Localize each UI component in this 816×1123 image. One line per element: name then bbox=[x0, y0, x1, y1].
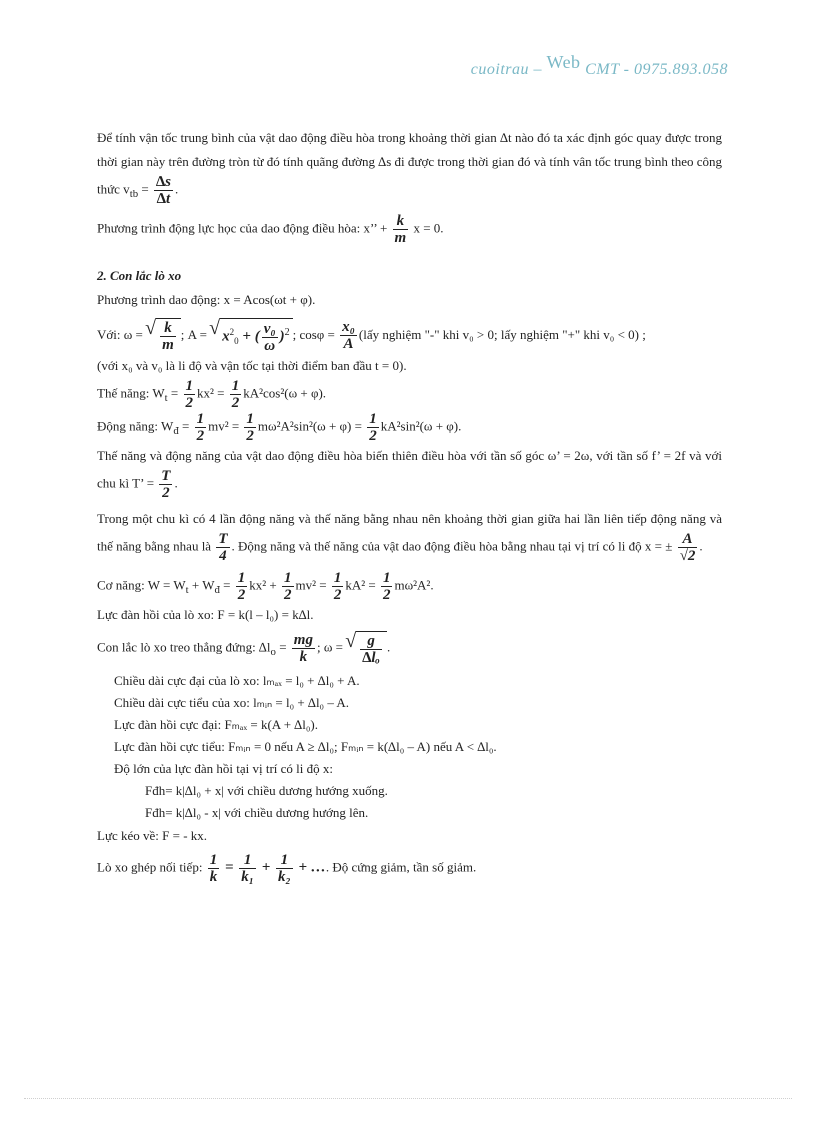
frac-num: 1 bbox=[185, 377, 193, 394]
intro-paragraph bbox=[97, 126, 722, 207]
watermark-right: CMT - 0975.893.058 bbox=[585, 61, 728, 78]
frac-den: ∆t bbox=[156, 191, 171, 207]
sqrt-k-m bbox=[156, 318, 181, 353]
max-length: Chiều dài cực đại của lò xo: lₘₐₓ = l₀ + ∆l₀ + A. bbox=[114, 672, 360, 688]
min-elastic-force: Lực đàn hồi cực tiểu: Fₘᵢₙ = 0 nếu A ≥ ∆l₀; Fₘᵢₙ = k(∆l₀ – A) nếu A < ∆l₀. bbox=[114, 738, 497, 754]
frac-den: m bbox=[394, 230, 407, 246]
frac-num: 1 bbox=[369, 410, 377, 427]
frac-num: mg bbox=[293, 631, 313, 648]
frac-mg-k bbox=[292, 632, 315, 665]
intro-text: Để tính vận tốc trung bình của vật dao động điều hòa trong khoảng thời gian ∆t nào đó ta xác định góc quay được trong thời gian này trên đường tròn từ đó tính quãng đường ∆s đi được trong thời gian đó và tính vân tốc trung bình theo công thức v bbox=[97, 130, 722, 197]
energy-variation bbox=[97, 444, 722, 501]
frac-den: 2 bbox=[185, 394, 193, 411]
frac-den: k₁ bbox=[241, 868, 254, 885]
watermark-left: cuoitrau bbox=[470, 61, 530, 78]
frac-1-k bbox=[208, 852, 220, 885]
series-label: Lò xo ghép nối tiếp: bbox=[97, 859, 206, 875]
eq-sign: = bbox=[167, 385, 182, 401]
frac-den: ∆lₒ bbox=[362, 649, 380, 666]
period: . bbox=[699, 538, 703, 554]
omega-amplitude-line bbox=[97, 318, 722, 354]
ke-label: Động năng: W bbox=[97, 418, 174, 434]
vert-label: Con lắc lò xo treo thẳng đứng: ∆l bbox=[97, 639, 271, 655]
period: . bbox=[174, 181, 179, 197]
mech-label: Cơ năng: W = W bbox=[97, 577, 186, 593]
frac-den: 2 bbox=[196, 427, 205, 444]
frac-a-sqrt2 bbox=[678, 531, 698, 564]
mech-part3: kA² = bbox=[345, 577, 379, 593]
frac-half bbox=[282, 570, 294, 603]
mech-part1: kx² + bbox=[249, 577, 280, 593]
frac-num: 1 bbox=[246, 410, 254, 427]
frac-half bbox=[184, 378, 196, 411]
frac-den: 2 bbox=[284, 586, 292, 603]
frac-num: ∆s bbox=[155, 174, 171, 190]
eq-sign: = bbox=[178, 418, 193, 434]
elastic-force-down: Fđh= k|∆l₀ + x| với chiều dương hướng xuống. bbox=[145, 782, 388, 798]
min-length: Chiều dài cực tiểu của xo: lₘᵢₙ = l₀ + ∆l₀ – A. bbox=[114, 694, 350, 710]
watermark: cuoitrau – Web CMT - 0975.893.058 bbox=[470, 52, 728, 78]
frac-den: k bbox=[209, 868, 218, 885]
kinetic-energy bbox=[97, 411, 722, 444]
frac-den: 2 bbox=[246, 427, 254, 444]
mech-sub-t: t bbox=[185, 583, 189, 596]
frac-num: A bbox=[678, 531, 698, 548]
frac-1-k1 bbox=[239, 852, 256, 885]
dynamics-end: x = 0. bbox=[410, 220, 444, 236]
ke-part3: kA²sin²(ω + φ). bbox=[380, 418, 462, 434]
frac-den: 2 bbox=[162, 484, 170, 501]
vary-text: Thế năng và động năng của vật dao động điều hòa biến thiên điều hòa với tần số góc ω’ = 2ω, với tần số f’ = 2f và với chu kì T’ = bbox=[97, 447, 722, 491]
frac-den: m bbox=[162, 337, 174, 354]
frac-den: 2 bbox=[382, 586, 391, 603]
restoring-force: Lực kéo về: F = - kx. bbox=[97, 827, 208, 843]
eq-sign: = bbox=[219, 577, 234, 593]
frac-num: 1 bbox=[284, 569, 292, 586]
pe-part1: kx² = bbox=[197, 385, 228, 401]
motion-equation: Phương trình dao động: x = Acos(ωt + φ). bbox=[97, 292, 316, 307]
equal-text2: . Động năng và thế năng của vật dao động điều hòa bằng nhau tại vị trí có li độ x = ± bbox=[231, 538, 676, 554]
period: . bbox=[174, 475, 178, 491]
sqrt-amplitude: √ $x^2_0$ + ( $\frac{\text{v₀}}{\omega}$ )$^2$ bbox=[220, 318, 292, 354]
max-elastic-force: Lực đàn hồi cực đại: Fₘₐₓ = k(A + ∆l₀). bbox=[114, 716, 318, 732]
omega-label: ; ω = bbox=[316, 639, 347, 655]
frac-half bbox=[367, 411, 379, 444]
frac-num: 1 bbox=[209, 851, 218, 868]
frac-num: 1 bbox=[196, 410, 205, 427]
dynamics-text: Phương trình động lực học của dao động điều hòa: x’’ + bbox=[97, 220, 391, 236]
frac-den: 4 bbox=[219, 547, 227, 564]
frac-num: 1 bbox=[237, 569, 246, 586]
vertical-spring bbox=[97, 631, 722, 666]
ke-part2: mω²A²sin²(ω + φ) = bbox=[257, 418, 366, 434]
frac-den: 2 bbox=[369, 427, 377, 444]
frac-den: A bbox=[343, 336, 354, 353]
frac-num: √ g bbox=[360, 633, 382, 650]
frac-den: 2 bbox=[231, 394, 240, 411]
frac-half bbox=[195, 411, 207, 444]
sqrt-g-dl bbox=[356, 631, 387, 666]
mech-part2: mv² = bbox=[295, 577, 330, 593]
ke-part1: mv² = bbox=[208, 418, 243, 434]
series-springs: Lò xo ghép nối tiếp: $\frac{1}{k}$ = $\frac{1}{\text{k₁}}$ + $\frac{1}{\text{k₂}}$ + …. Độ cứng giảm, tần số giảm. bbox=[97, 851, 477, 885]
watermark-web: Web bbox=[546, 52, 581, 72]
eq-sign: = bbox=[138, 181, 152, 197]
period: . bbox=[386, 639, 391, 655]
vert-sub: o bbox=[270, 645, 276, 658]
pe-label: Thế năng: W bbox=[97, 385, 165, 401]
footer-divider bbox=[24, 1098, 792, 1099]
frac-den: k bbox=[299, 648, 308, 665]
frac-v0-omega bbox=[262, 321, 278, 354]
frac-k-m bbox=[160, 320, 176, 353]
vtb-subscript: tb bbox=[129, 188, 139, 201]
frac-num: T bbox=[218, 530, 228, 547]
frac-den: 2 bbox=[333, 586, 342, 603]
document-body bbox=[97, 126, 722, 885]
frac-den: ω bbox=[264, 337, 276, 354]
root-choice-note: (lấy nghiệm "-" khi v₀ > 0; lấy nghiệm "+" khi v₀ < 0) ; bbox=[358, 326, 646, 342]
with-label: Với: ω = bbox=[97, 326, 147, 342]
mech-part4: mω²A². bbox=[394, 577, 434, 593]
mechanical-energy bbox=[97, 570, 722, 603]
frac-k-m bbox=[393, 213, 409, 246]
frac-t-2 bbox=[159, 468, 172, 501]
frac-num: 1 bbox=[231, 377, 240, 394]
initial-note: (với x₀ và v₀ là li độ và vận tốc tại thời điểm ban đầu t = 0). bbox=[97, 357, 407, 373]
ke-sub: đ bbox=[173, 424, 179, 437]
frac-num: k bbox=[393, 213, 409, 230]
elastic-force: Lực đàn hồi của lò xo: F = k(l – l₀) = k∆l. bbox=[97, 606, 314, 622]
pe-part2: kA²cos²(ω + φ). bbox=[243, 385, 327, 401]
frac-num: 1 bbox=[276, 852, 293, 869]
amp-label: ; A = bbox=[180, 326, 211, 342]
frac-den: 2 bbox=[237, 586, 246, 603]
section-heading: 2. Con lắc lò xo bbox=[97, 268, 182, 283]
energy-equal bbox=[97, 507, 722, 564]
frac-t-4 bbox=[216, 531, 229, 564]
frac-half bbox=[381, 570, 393, 603]
pe-sub: t bbox=[164, 391, 168, 404]
frac-1-k2 bbox=[276, 852, 293, 885]
mech-plus: + W bbox=[188, 577, 215, 593]
frac-x0-a bbox=[340, 319, 357, 352]
frac-num: T bbox=[161, 467, 171, 484]
frac-num: 1 bbox=[333, 569, 342, 586]
frac-num: v₀ bbox=[263, 320, 276, 337]
frac-half bbox=[230, 378, 242, 411]
dynamics-equation bbox=[97, 213, 722, 246]
frac-ds-dt bbox=[154, 174, 173, 207]
mech-sub-d: đ bbox=[214, 583, 220, 596]
frac-half bbox=[244, 411, 256, 444]
frac-den: k₂ bbox=[278, 868, 291, 885]
cosphi-label: ; cosφ = bbox=[292, 326, 339, 342]
frac-num: √ k bbox=[160, 320, 176, 337]
frac-half bbox=[236, 570, 248, 603]
elastic-force-up: Fđh= k|∆l₀ - x| với chiều dương hướng lên. bbox=[145, 804, 369, 820]
frac-num: 1 bbox=[239, 852, 256, 869]
elastic-force-at-x: Độ lớn của lực đàn hồi tại vị trí có li độ x: bbox=[114, 760, 333, 776]
equal-text1: Trong một chu kì có 4 lần động năng và thế năng bằng nhau nên khoảng thời gian giữa hai lần liên tiếp động năng và thế năng bằng nhau là bbox=[97, 510, 722, 554]
frac-half bbox=[332, 570, 344, 603]
frac-g-dl bbox=[360, 633, 382, 666]
frac-den: √2 bbox=[679, 547, 696, 564]
x0-symbol: x bbox=[222, 328, 230, 345]
potential-energy bbox=[97, 378, 722, 411]
eq-sign: = bbox=[275, 639, 290, 655]
frac-num: x₀ bbox=[342, 319, 355, 336]
frac-num: 1 bbox=[382, 569, 391, 586]
series-end: . Độ cứng giảm, tần số giảm. bbox=[325, 859, 477, 875]
